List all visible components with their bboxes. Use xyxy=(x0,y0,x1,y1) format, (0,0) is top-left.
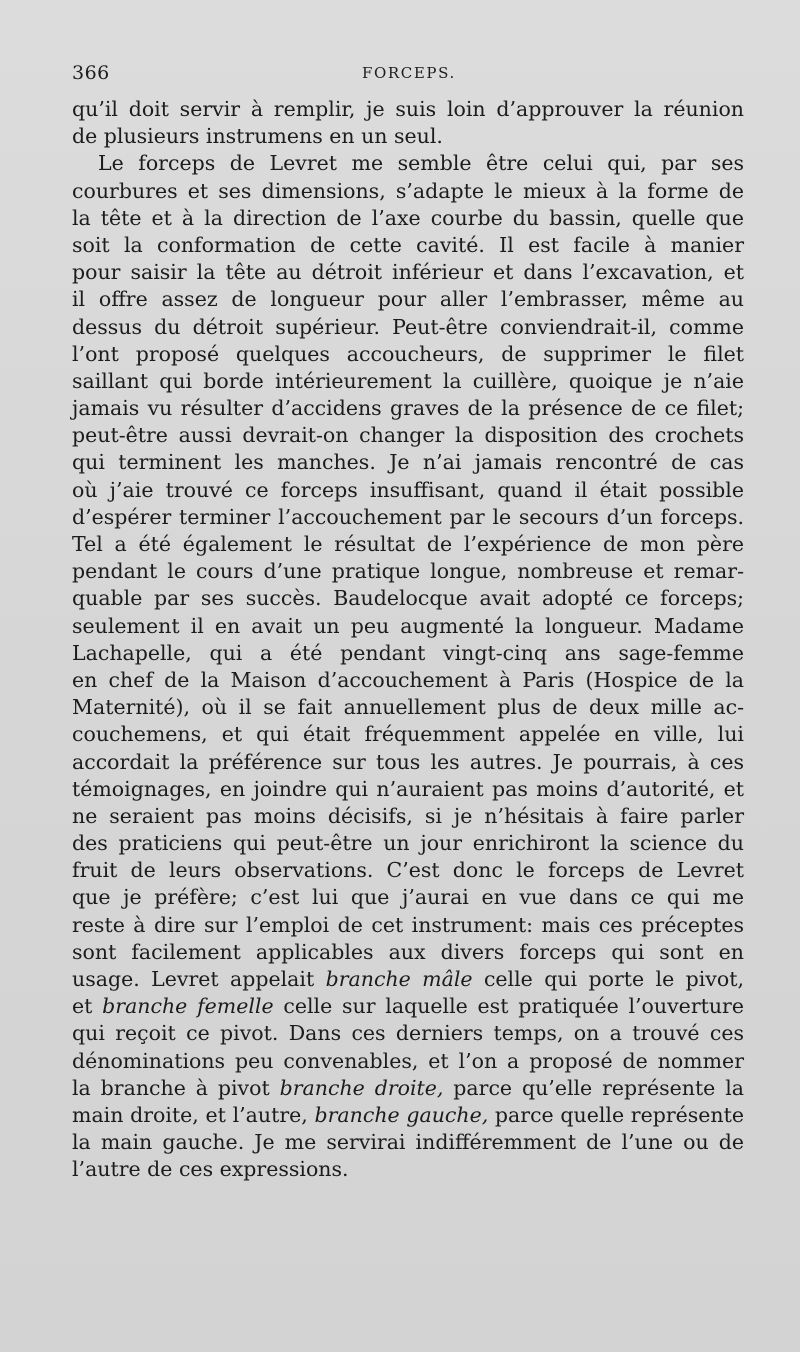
text-line: des praticiens qui peut-être un jour enrichiront la science du xyxy=(72,831,744,856)
text-run: parce quelle représente xyxy=(488,1102,744,1127)
text-line xyxy=(72,966,744,993)
text-run: et xyxy=(72,994,103,1019)
text-line: la main gauche. Je me servirai indifféremment de l’une ou de xyxy=(72,1130,744,1155)
text-run: la branche à pivot xyxy=(72,1075,280,1100)
text-line: soit la conformation de cette cavité. Il est facile à manier xyxy=(72,232,744,257)
text-line: seulement il en avait un peu augmenté la longueur. Madame xyxy=(72,613,744,638)
text-line: Le forceps de Levret me semble être celui qui, par ses xyxy=(98,151,744,176)
text-line: qu’il doit servir à remplir, je suis loin d’approuver la réunion xyxy=(72,97,744,121)
text-line: dessus du détroit supérieur. Peut-être conviendrait-il, comme xyxy=(72,314,744,339)
text-run: celle sur laquelle est pratiquée l’ouverture xyxy=(273,994,744,1019)
text-line xyxy=(72,1075,744,1102)
text-line: quable par ses succès. Baudelocque avait adopté ce forceps; xyxy=(72,586,744,611)
page-header xyxy=(72,62,742,86)
text-line: jamais vu résulter d’accidens graves de la présence de ce filet; xyxy=(72,396,744,421)
text-line xyxy=(72,993,744,1020)
text-line: où j’aie trouvé ce forceps insuffisant, quand il était possible xyxy=(72,477,744,502)
text-line: il offre assez de longueur pour aller l’embrasser, même au xyxy=(72,287,744,312)
text-run: usage. Levret appelait xyxy=(72,967,326,991)
text-line: en chef de la Maison d’accouchement à Paris (Hospice de la xyxy=(72,667,744,692)
text-line: que je préfère; c’est lui que j’aurai en vue dans ce qui me xyxy=(72,885,744,910)
text-run: parce qu’elle représente la xyxy=(443,1075,744,1100)
text-line xyxy=(72,1102,744,1129)
text-line: l’autre de ces expressions. xyxy=(72,1157,349,1182)
text-line: de plusieurs instrumens en un seul. xyxy=(72,124,443,149)
text-line: saillant qui borde intérieurement la cuillère, quoique je n’aie xyxy=(72,368,744,393)
running-head: FORCEPS. xyxy=(362,64,456,82)
text-line: pour saisir la tête au détroit inférieur et dans l’excavation, et xyxy=(72,260,744,285)
text-line: pendant le cours d’une pratique longue, nombreuse et remar- xyxy=(72,559,744,584)
italic-term: branche droite, xyxy=(279,1075,444,1100)
text-line: courbures et ses dimensions, s’adapte le mieux à la forme de xyxy=(72,178,744,203)
text-line: l’ont proposé quelques accoucheurs, de supprimer le filet xyxy=(72,341,744,366)
text-line: qui terminent les manches. Je n’ai jamais rencontré de cas xyxy=(72,450,744,475)
text-line: peut-être aussi devrait-on changer la disposition des crochets xyxy=(72,423,744,448)
text-line: d’espérer terminer l’accouchement par le secours d’un forceps. xyxy=(72,504,744,529)
text-line: témoignages, en joindre qui n’auraient pas moins d’autorité, et xyxy=(72,776,744,801)
text-line: accordait la préférence sur tous les autres. Je pourrais, à ces xyxy=(72,749,744,774)
text-line: couchemens, et qui était fréquemment appelée en ville, lui xyxy=(72,722,744,747)
body-text xyxy=(72,96,744,1184)
italic-term: branche femelle xyxy=(102,994,274,1019)
text-run: main droite, et l’autre, xyxy=(72,1102,315,1127)
text-run: celle qui porte le pivot, xyxy=(472,967,744,991)
text-line: sont facilement applicables aux divers forceps qui sont en xyxy=(72,939,744,964)
italic-term: branche mâle xyxy=(325,967,473,991)
italic-term: branche gauche, xyxy=(314,1102,489,1127)
text-line: Lachapelle, qui a été pendant vingt-cinq ans sage-femme xyxy=(72,640,744,665)
page-number: 366 xyxy=(72,62,110,84)
text-line: qui reçoit ce pivot. Dans ces derniers temps, on a trouvé ces xyxy=(72,1021,744,1046)
text-line: ne seraient pas moins décisifs, si je n’hésitais à faire parler xyxy=(72,803,744,828)
text-line: Tel a été également le résultat de l’expérience de mon père xyxy=(72,532,744,556)
text-line: dénominations peu convenables, et l’on a proposé de nommer xyxy=(72,1048,744,1073)
text-line: Maternité), où il se fait annuellement plus de deux mille ac- xyxy=(72,695,744,720)
text-line: reste à dire sur l’emploi de cet instrument: mais ces préceptes xyxy=(72,912,744,937)
text-line: fruit de leurs observations. C’est donc le forceps de Levret xyxy=(72,858,744,883)
text-line: la tête et à la direction de l’axe courbe du bassin, quelle que xyxy=(72,205,744,230)
